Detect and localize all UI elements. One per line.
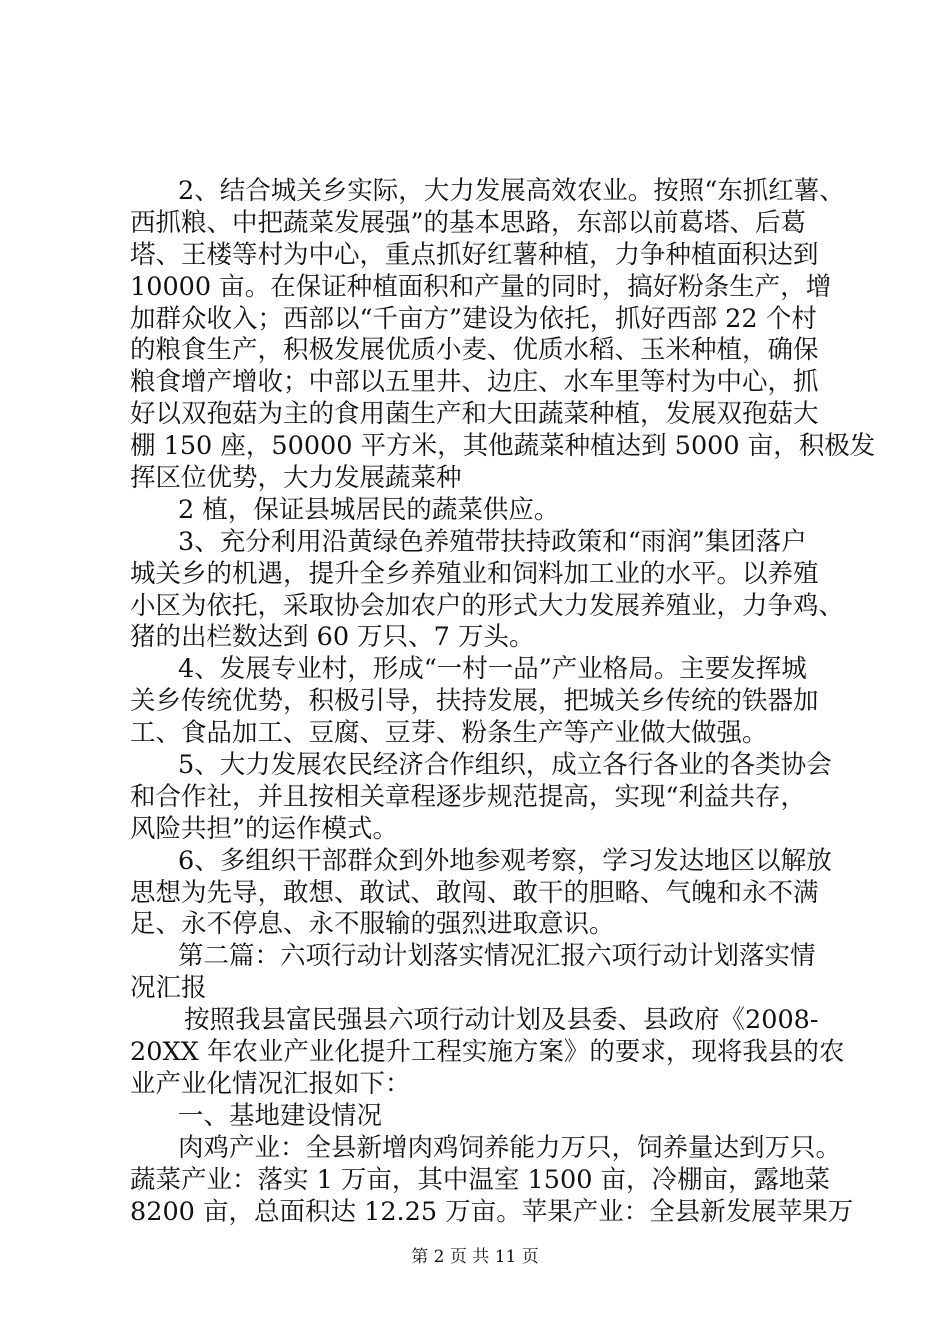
paragraph-line: 10000 亩。在保证种植面积和产量的同时，搞好粉条生产，增 <box>130 271 832 302</box>
subheading-line: 一、基地建设情况 <box>178 1100 383 1131</box>
paragraph-line: 6、多组织干部群众到外地参观考察，学习发达地区以解放 <box>178 845 832 876</box>
paragraph-line: 足、永不停息、永不服输的强烈进取意识。 <box>130 909 615 940</box>
section-heading-line: 况汇报 <box>130 973 207 1004</box>
paragraph-line: 20XX 年农业产业化提升工程实施方案》的要求，现将我县的农 <box>130 1037 845 1068</box>
paragraph-line: 猪的出栏数达到 60 万只、7 万头。 <box>130 622 535 653</box>
paragraph-line: 小区为依托，采取协会加农户的形式大力发展养殖业，力争鸡、 <box>130 590 845 621</box>
paragraph-line: 2、结合城关乡实际，大力发展高效农业。按照“东抓红薯、 <box>178 176 845 206</box>
paragraph-line: 关乡传统优势，积极引导，扶持发展，把城关乡传统的铁器加 <box>130 686 819 717</box>
paragraph-line: 5、大力发展农民经济合作组织，成立各行各业的各类协会 <box>178 750 832 781</box>
paragraph-line: 塔、王楼等村为中心，重点抓好红薯种植，力争种植面积达到 <box>130 239 819 270</box>
paragraph-line: 3、充分利用沿黄绿色养殖带扶持政策和“雨润”集团落户 <box>178 526 807 557</box>
paragraph-line: 的粮食生产，积极发展优质小麦、优质水稻、玉米种植，确保 <box>130 335 819 366</box>
section-heading-line: 第二篇：六项行动计划落实情况汇报六项行动计划落实情 <box>178 941 816 972</box>
paragraph-line: 按照我县富民强县六项行动计划及县委、县政府《2008- <box>184 1005 819 1036</box>
paragraph-line: 8200 亩，总面积达 12.25 万亩。苹果产业：全县新发展苹果万 <box>130 1196 854 1227</box>
paragraph-line: 肉鸡产业：全县新增肉鸡饲养能力万只，饲养量达到万只。 <box>178 1132 842 1163</box>
paragraph-line: 西抓粮、中把蔬菜发展强”的基本思路，东部以前葛塔、后葛 <box>130 207 807 238</box>
paragraph-line: 业产业化情况汇报如下： <box>130 1068 411 1099</box>
page-number-footer: 第 2 页 共 11 页 <box>411 1247 539 1267</box>
paragraph-line: 工、食品加工、豆腐、豆芽、粉条生产等产业做大做强。 <box>130 718 768 749</box>
paragraph-line: 蔬菜产业：落实 1 万亩，其中温室 1500 亩，冷棚亩，露地菜 <box>130 1164 831 1195</box>
paragraph-line: 挥区位优势，大力发展蔬菜种 <box>130 463 462 494</box>
document-body <box>130 176 876 1228</box>
paragraph-line: 粮食增产增收；中部以五里井、边庄、水车里等村为中心，抓 <box>130 367 819 398</box>
paragraph-line: 城关乡的机遇，提升全乡养殖业和饲料加工业的水平。以养殖 <box>130 558 819 589</box>
paragraph-line: 和合作社，并且按相关章程逐步规范提高，实现“利益共存， <box>130 781 807 812</box>
paragraph-line: 风险共担”的运作模式。 <box>130 813 399 844</box>
paragraph-line: 思想为先导，敢想、敢试、敢闯、敢干的胆略、气魄和永不满 <box>130 877 819 908</box>
paragraph-line: 加群众收入；西部以“千亩方”建设为依托，抓好西部 22 个村 <box>130 303 817 334</box>
paragraph-line: 棚 150 座，50000 平方米，其他蔬菜种植达到 5000 亩，积极发 <box>130 431 876 462</box>
paragraph-line: 4、发展专业村，形成“一村一品”产业格局。主要发挥城 <box>178 654 807 685</box>
paragraph-line: 好以双孢菇为主的食用菌生产和大田蔬菜种植，发展双孢菇大 <box>130 399 819 430</box>
paragraph-line: 2 植，保证县城居民的蔬菜供应。 <box>178 494 560 525</box>
